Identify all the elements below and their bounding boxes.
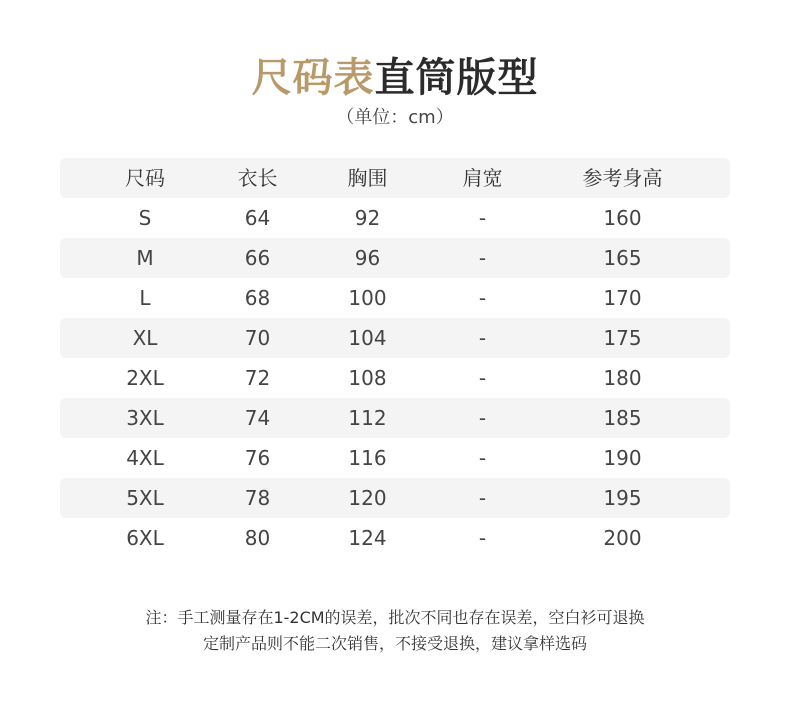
footnote bbox=[0, 605, 790, 657]
cell-size: S bbox=[138, 206, 152, 230]
cell-shoulder: - bbox=[478, 326, 487, 350]
cell-length: 68 bbox=[244, 286, 271, 310]
cell-height: 200 bbox=[603, 526, 642, 550]
header-size: 尺码 bbox=[125, 166, 165, 190]
cell-shoulder: - bbox=[478, 366, 487, 390]
cell-chest: 104 bbox=[348, 326, 387, 350]
header-height: 参考身高 bbox=[582, 166, 663, 190]
cell-chest: 100 bbox=[348, 286, 387, 310]
cell-shoulder: - bbox=[478, 446, 487, 470]
cell-chest: 116 bbox=[348, 446, 387, 470]
cell-length: 72 bbox=[244, 366, 271, 390]
title-main: 直筒版型 bbox=[374, 55, 539, 101]
cell-chest: 92 bbox=[354, 206, 381, 230]
table-header-row bbox=[60, 158, 730, 198]
cell-length: 76 bbox=[244, 446, 271, 470]
cell-chest: 112 bbox=[348, 406, 387, 430]
cell-height: 195 bbox=[603, 486, 642, 510]
cell-height: 160 bbox=[603, 206, 642, 230]
cell-size: L bbox=[139, 286, 151, 310]
header-length: 衣长 bbox=[237, 166, 278, 190]
cell-length: 74 bbox=[244, 406, 271, 430]
cell-shoulder: - bbox=[478, 206, 487, 230]
cell-size: M bbox=[136, 246, 154, 270]
table-row bbox=[60, 318, 730, 358]
table-row bbox=[60, 278, 730, 318]
title-accent: 尺码表 bbox=[251, 55, 375, 101]
footnote-line-1: 注：手工测量存在1-2CM的误差，批次不同也存在误差，空白衫可退换 bbox=[145, 608, 645, 627]
table-row bbox=[60, 358, 730, 398]
table-row bbox=[60, 198, 730, 238]
cell-chest: 96 bbox=[354, 246, 381, 270]
cell-height: 175 bbox=[603, 326, 642, 350]
table-row bbox=[60, 238, 730, 278]
cell-shoulder: - bbox=[478, 486, 487, 510]
cell-size: 5XL bbox=[126, 486, 164, 510]
cell-size: 6XL bbox=[126, 526, 164, 550]
cell-height: 190 bbox=[603, 446, 642, 470]
cell-height: 185 bbox=[603, 406, 642, 430]
cell-size: XL bbox=[132, 326, 158, 350]
cell-size: 4XL bbox=[126, 446, 164, 470]
table-row bbox=[60, 478, 730, 518]
cell-height: 165 bbox=[603, 246, 642, 270]
cell-length: 64 bbox=[244, 206, 271, 230]
cell-length: 70 bbox=[244, 326, 271, 350]
cell-chest: 124 bbox=[348, 526, 387, 550]
unit-subtitle: （单位：cm） bbox=[336, 107, 454, 128]
table-row bbox=[60, 518, 730, 558]
cell-shoulder: - bbox=[478, 406, 487, 430]
cell-chest: 120 bbox=[348, 486, 387, 510]
cell-size: 2XL bbox=[126, 366, 164, 390]
cell-shoulder: - bbox=[478, 286, 487, 310]
cell-length: 66 bbox=[244, 246, 271, 270]
cell-length: 78 bbox=[244, 486, 271, 510]
cell-chest: 108 bbox=[348, 366, 387, 390]
table-row bbox=[60, 438, 730, 478]
page-title bbox=[0, 52, 790, 104]
cell-height: 170 bbox=[603, 286, 642, 310]
cell-shoulder: - bbox=[478, 246, 487, 270]
cell-size: 3XL bbox=[126, 406, 164, 430]
cell-shoulder: - bbox=[478, 526, 487, 550]
cell-length: 80 bbox=[244, 526, 271, 550]
header-chest: 胸围 bbox=[347, 166, 388, 190]
table-row bbox=[60, 398, 730, 438]
header-shoulder: 肩宽 bbox=[462, 166, 503, 190]
size-table bbox=[60, 158, 730, 558]
table-body bbox=[60, 198, 730, 558]
cell-height: 180 bbox=[603, 366, 642, 390]
footnote-line-2: 定制产品则不能二次销售，不接受退换，建议拿样选码 bbox=[202, 634, 587, 653]
